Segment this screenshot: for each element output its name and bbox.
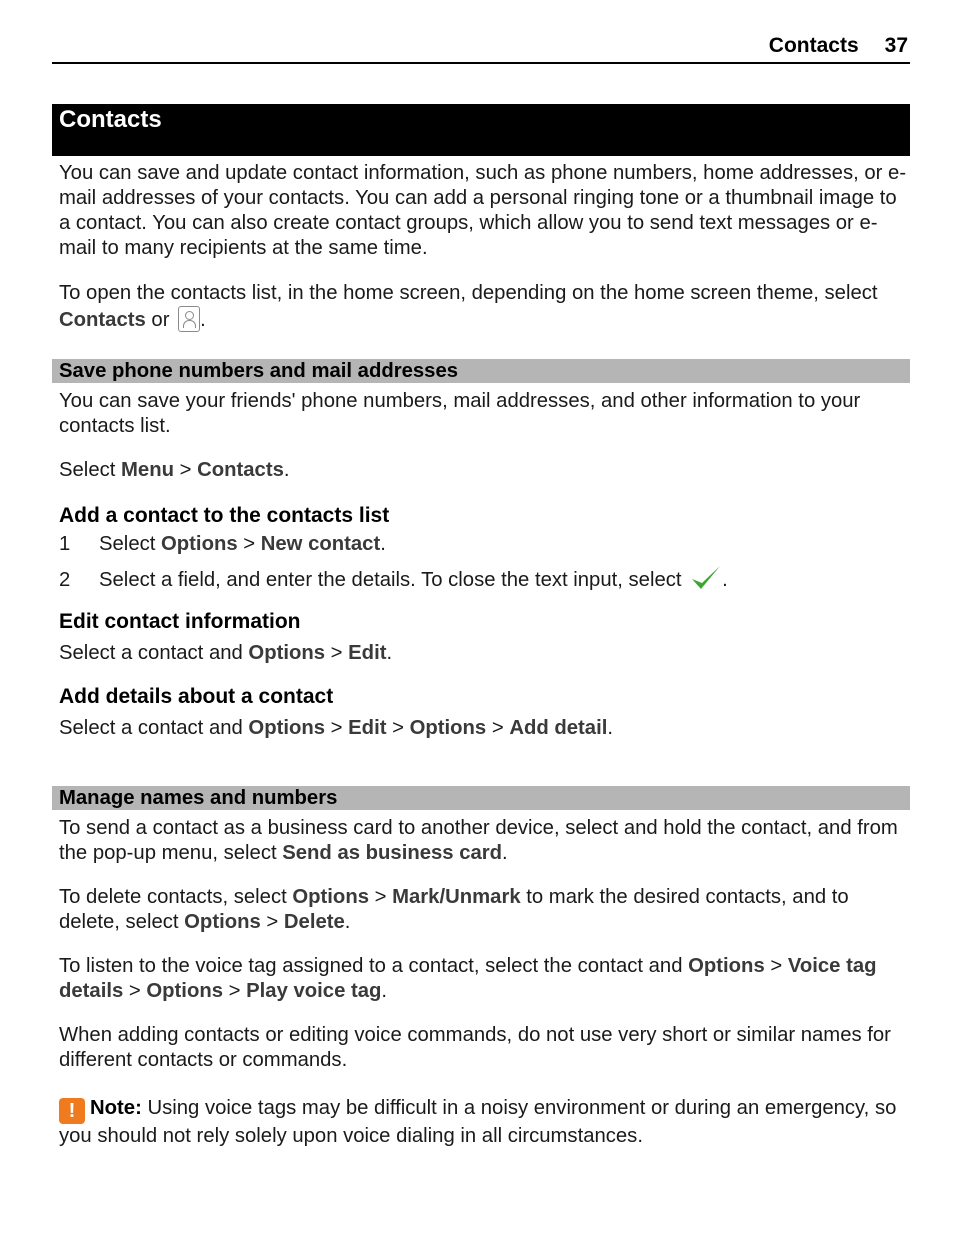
text-run: . [344, 911, 351, 933]
section-header-manage [52, 786, 910, 810]
note-paragraph [59, 1096, 909, 1149]
options-ui-label: Options [409, 717, 487, 739]
edit-ui-label: Edit [348, 717, 387, 739]
text-run: Select a contact and [59, 642, 249, 664]
menu-ui-label: Menu [121, 459, 174, 481]
business-card-text [59, 816, 909, 866]
text-run: . [386, 642, 393, 664]
path-separator: > [386, 717, 410, 739]
text-run: . [200, 309, 206, 331]
text-run: Select [99, 533, 162, 555]
text-run: . [607, 717, 613, 739]
voice-commands-text: When adding contacts or editing voice commands, do not use very short or similar names for different contacts or commands. [59, 1024, 891, 1071]
step-1 [59, 531, 909, 557]
chapter-title-bar [52, 104, 910, 156]
options-ui-label: Options [146, 980, 223, 1002]
path-separator: > [237, 533, 261, 555]
text-run: To open the contacts list, in the home screen, depending on the home screen theme, select [59, 282, 878, 304]
warning-icon: ! [59, 1098, 85, 1124]
text-run: . [380, 533, 386, 555]
select-menu-text [59, 458, 909, 483]
voice-tag-details-ui-label: Voice tag details [59, 955, 877, 1002]
subheading-add-contact: Add a contact to the contacts list [59, 504, 390, 527]
options-ui-label: Options [161, 533, 238, 555]
open-contacts-paragraph [59, 281, 909, 333]
path-separator: > [223, 980, 247, 1002]
subheading-edit-info: Edit contact information [59, 610, 301, 633]
voice-commands-paragraph [59, 1023, 909, 1073]
add-details-paragraph [59, 716, 909, 741]
text-run: Using voice tags may be difficult in a noisy environment or during an emergency, so you should not rely solely upon voice dialing in all circumstances. [59, 1097, 897, 1147]
path-separator: > [173, 459, 198, 481]
options-ui-label: Options [184, 911, 261, 933]
text-run: To delete contacts, select [59, 886, 293, 908]
step-number: 1 [59, 533, 71, 555]
path-separator: > [368, 886, 393, 908]
contacts-ui-label: Contacts [197, 459, 284, 481]
text-run: Select a field, and enter the details. To close the text input, select [99, 569, 688, 591]
checkmark-icon [690, 564, 722, 592]
running-header [52, 34, 910, 64]
subheading-add-details: Add details about a contact [59, 685, 334, 708]
text-run: . [283, 459, 290, 481]
select-menu-paragraph [59, 458, 909, 483]
voice-tag-paragraph [59, 954, 909, 1004]
path-separator: > [260, 911, 284, 933]
business-card-paragraph [59, 816, 909, 866]
contacts-ui-label: Contacts [59, 309, 146, 331]
section-title-manage: Manage names and numbers [59, 787, 338, 809]
delete-ui-label: Delete [283, 911, 345, 933]
edit-info-text [59, 641, 909, 666]
options-ui-label: Options [688, 955, 765, 977]
intro-paragraph [59, 161, 909, 261]
chapter-title: Contacts [59, 106, 162, 133]
running-header-section: Contacts [768, 34, 859, 57]
path-separator: > [325, 717, 349, 739]
path-separator: > [486, 717, 510, 739]
section-header-save [52, 359, 910, 383]
note-label: Note: [90, 1097, 142, 1119]
note-text [59, 1096, 909, 1149]
play-voice-tag-ui-label: Play voice tag [246, 980, 382, 1002]
options-ui-label: Options [248, 717, 326, 739]
step-2 [59, 564, 909, 593]
edit-ui-label: Edit [348, 642, 387, 664]
text-run: Select a contact and [59, 717, 249, 739]
section-title-save: Save phone numbers and mail addresses [59, 360, 459, 382]
intro-text: You can save and update contact information, such as phone numbers, home addresses, or e-mail addresses of your contacts. You can add a personal ringing tone or a thumbnail image to a contact. You can also create contact groups, which allow you to send text messages or e-mail to many recipients at the same time. [59, 162, 907, 259]
path-separator: > [325, 642, 349, 664]
add-detail-ui-label: Add detail [509, 717, 608, 739]
mark-unmark-ui-label: Mark/Unmark [392, 886, 521, 908]
options-ui-label: Options [248, 642, 326, 664]
delete-contacts-text [59, 885, 909, 935]
text-run: . [381, 980, 388, 1002]
text-run: Select [59, 459, 122, 481]
contacts-book-icon [178, 306, 200, 332]
save-intro-paragraph [59, 389, 909, 439]
new-contact-ui-label: New contact [260, 533, 381, 555]
text-run: . [722, 569, 728, 591]
open-contacts-text [59, 281, 909, 333]
page-number: 37 [884, 34, 908, 57]
delete-contacts-paragraph [59, 885, 909, 935]
text-run: . [502, 842, 508, 864]
step-number: 2 [59, 569, 71, 591]
path-separator: > [764, 955, 788, 977]
send-business-card-ui-label: Send as business card [282, 842, 503, 864]
path-separator: > [123, 980, 147, 1002]
text-run: To send a contact as a business card to another device, select and hold the contact, and from the pop-up menu, select [59, 817, 898, 864]
text-run: To listen to the voice tag assigned to a contact, select the contact and [59, 955, 689, 977]
text-run: or [145, 309, 176, 331]
text-run: to mark the desired contacts, and to delete, select [59, 886, 849, 933]
edit-info-paragraph [59, 641, 909, 666]
save-intro-text: You can save your friends' phone numbers, mail addresses, and other information to your contacts list. [59, 390, 861, 437]
add-details-text [59, 716, 909, 741]
options-ui-label: Options [292, 886, 369, 908]
voice-tag-text [59, 954, 909, 1004]
